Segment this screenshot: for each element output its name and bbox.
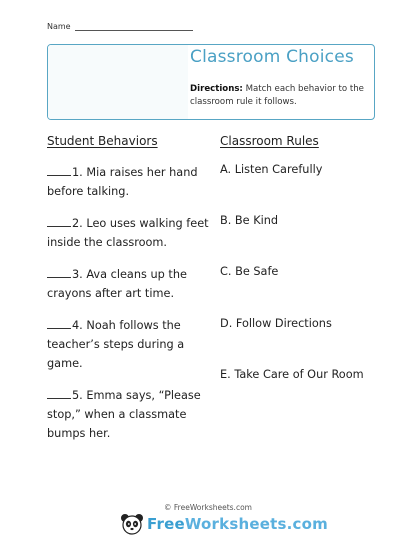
behavior-item-3: [47, 265, 212, 303]
answer-blank[interactable]: [47, 215, 71, 227]
answer-blank[interactable]: [47, 317, 71, 329]
answer-blank[interactable]: [47, 387, 71, 399]
rule-a: A. Listen Carefully: [220, 163, 323, 176]
behavior-item-4: [47, 316, 212, 373]
brand-logo: [120, 513, 328, 535]
rule-e: E. Take Care of Our Room: [220, 368, 364, 381]
directions-body: Match each behavior to the classroom rule it follows.: [190, 84, 364, 107]
panda-logo-icon: [120, 513, 144, 535]
classroom-rules-heading: Classroom Rules: [220, 134, 319, 148]
worksheet-title: Classroom Choices: [190, 47, 354, 67]
directions-label: Directions:: [190, 84, 243, 94]
name-line[interactable]: [75, 23, 193, 31]
name-field: [47, 22, 193, 31]
title-banner: [47, 44, 375, 120]
copyright-url: © FreeWorksheets.com: [164, 503, 252, 512]
behavior-text: 2. Leo uses walking feet inside the classroom.: [47, 217, 209, 249]
behavior-text: 3. Ava cleans up the crayons after art time.: [47, 268, 187, 300]
behavior-item-2: [47, 214, 212, 252]
brand-free: Free: [147, 515, 185, 533]
student-behaviors-heading: Student Behaviors: [47, 134, 158, 148]
behavior-text: 1. Mia raises her hand before talking.: [47, 166, 198, 198]
brand-name: [147, 515, 328, 533]
behavior-item-5: [47, 386, 212, 443]
directions-text: [190, 83, 372, 109]
classroom-illustration: [48, 45, 188, 119]
name-label: Name: [47, 22, 71, 31]
behavior-text: 4. Noah follows the teacher’s steps during a game.: [47, 319, 185, 370]
rule-d: D. Follow Directions: [220, 317, 332, 330]
rule-b: B. Be Kind: [220, 214, 279, 227]
answer-blank[interactable]: [47, 266, 71, 278]
behavior-text: 5. Emma says, “Please stop,” when a classmate bumps her.: [47, 389, 201, 440]
rule-c: C. Be Safe: [220, 265, 279, 278]
behavior-list: [47, 163, 212, 456]
behavior-item-1: [47, 163, 212, 201]
brand-worksheets: Worksheets.com: [184, 515, 328, 533]
answer-blank[interactable]: [47, 164, 71, 176]
